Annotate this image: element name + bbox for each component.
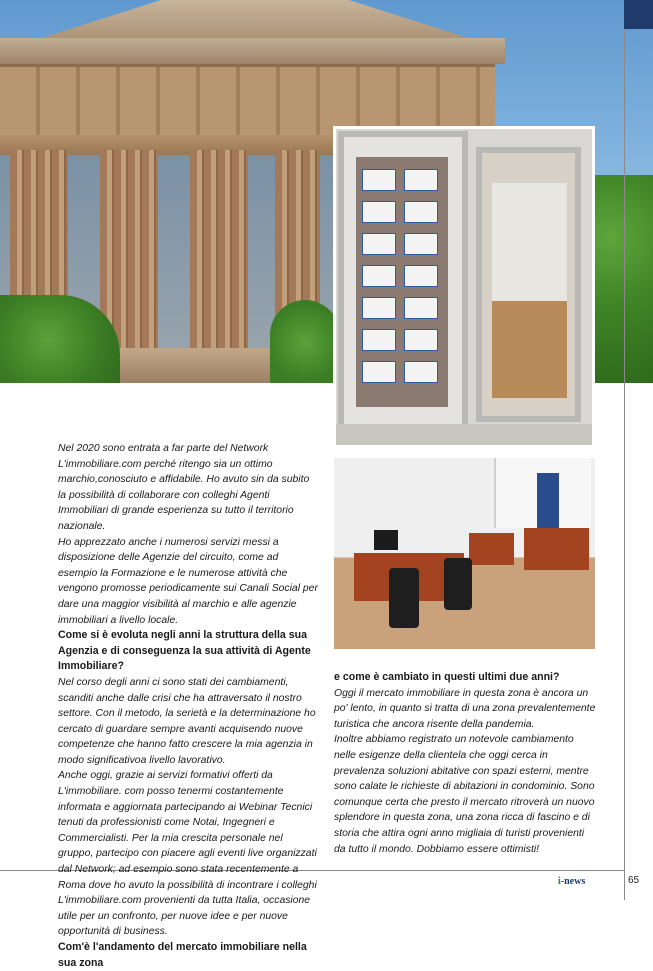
office-chair	[444, 558, 472, 610]
listing-poster	[404, 329, 438, 351]
interview-question: e come è cambiato in questi ultimi due anni?	[334, 671, 560, 683]
article-paragraph: Nel corso degli anni ci sono stati dei cambiamenti, scanditi anche dalle crisi che ha attraversato il nostro settore. Con il metodo, la serietà e la determinazione ho cercato di guardare sempre avanti acquisendo nuove competenze che hanno fatto crescere la mia agenzia in modo significativoa livello lavorativo.	[58, 676, 316, 766]
interview-question: Come si è evoluta negli anni la struttura della sua Agenzia e di conseguenza la sua attività di Agente Immobiliare?	[58, 629, 311, 673]
office-interior	[492, 183, 567, 398]
listing-poster	[362, 169, 396, 191]
brand-name: -news	[560, 876, 586, 887]
listing-poster	[362, 265, 396, 287]
open-glass-door	[476, 147, 581, 422]
corner-accent	[624, 0, 653, 29]
listing-poster	[404, 361, 438, 383]
article-paragraph: Ho apprezzato anche i numerosi servizi messi a disposizione delle Agenzie del circuito, come ad esempio la Formazione e le numerose attività che vengono promosse periodicamente sui Canali Social per dare una maggior visibilità al marchio e alle agenzie immobiliari a livello locale.	[58, 536, 318, 626]
article-right-column	[334, 670, 596, 857]
shop-window	[356, 157, 448, 407]
listing-poster	[362, 329, 396, 351]
office-desk	[524, 528, 589, 570]
pavement	[336, 424, 592, 445]
article-paragraph: Nel 2020 sono entrata a far parte del Network L'immobiliare.com perché ritengo sia un ottimo marchio,conosciuto e affidabile. Ho avuto sin da subito la possibilità di collaborare con colleghi Agenti Immobiliari di grande esperienza su tutto il territorio nazionale.	[58, 443, 310, 532]
office-chair	[389, 568, 419, 628]
shop-window-frame	[338, 131, 468, 431]
agency-storefront-photo	[333, 126, 595, 448]
office-desk	[469, 533, 514, 565]
article-paragraph: Inoltre abbiamo registrato un notevole cambiamento nelle esigenze della clientela che oggi cerca in prevalenza soluzioni abitative con spazi esterni, mentre sono calate le richieste di abitazioni in condominio. Sono comunque certa che presto il mercato ritroverà un nuovo splendore in questa zona, una zona ricca di fascino e di storia che attira ogni anno migliaia di turisti provenienti da tutto il mondo. Dobbiamo essere ottimisti!	[334, 734, 595, 855]
temple-cornice	[0, 38, 505, 64]
bushes	[270, 300, 340, 383]
brand-prefix: i	[558, 876, 561, 887]
listing-poster	[362, 201, 396, 223]
listing-poster	[362, 361, 396, 383]
listing-poster	[362, 297, 396, 319]
listing-poster	[404, 169, 438, 191]
listing-poster	[404, 201, 438, 223]
agency-office-photo	[334, 458, 595, 649]
article-left-column	[58, 441, 320, 971]
temple-column	[190, 150, 248, 355]
roll-up-banner	[537, 473, 559, 531]
margin-rule	[624, 29, 625, 900]
listing-poster	[404, 297, 438, 319]
listing-poster	[362, 233, 396, 255]
article-paragraph: Oggi il mercato immobiliare in questa zona è ancora un po' lento, in quanto si tratta di una zona prevalentemente turistica che ancora risente della pandemia.	[334, 687, 596, 730]
listing-poster	[404, 233, 438, 255]
page-number: 65	[628, 875, 640, 886]
listing-poster	[404, 265, 438, 287]
interview-question: Com'è l'andamento del mercato immobiliare nella sua zona	[58, 941, 307, 969]
magazine-brand	[558, 876, 585, 887]
article-paragraph: Anche oggi, grazie ai servizi formativi offerti da L'immobiliare. com posso tenermi costantemente informata e aggiornata partecipando ai Webinar Tecnici tenuti da professionisti come Notai, Ingegneri e Commercialisti. Per la mia crescita personale nel gruppo, partecipo con piacere agli eventi live organizzati dal Network; ad esempio sono stata recentemente a Roma dove ho avuto la possibilità di incontrare i colleghi L'immobiliare.com provenienti da tutta Italia, occasione utile per un confronto, per nuove idee e per nuove opportunità di business.	[58, 770, 317, 938]
computer-monitor	[374, 530, 398, 550]
